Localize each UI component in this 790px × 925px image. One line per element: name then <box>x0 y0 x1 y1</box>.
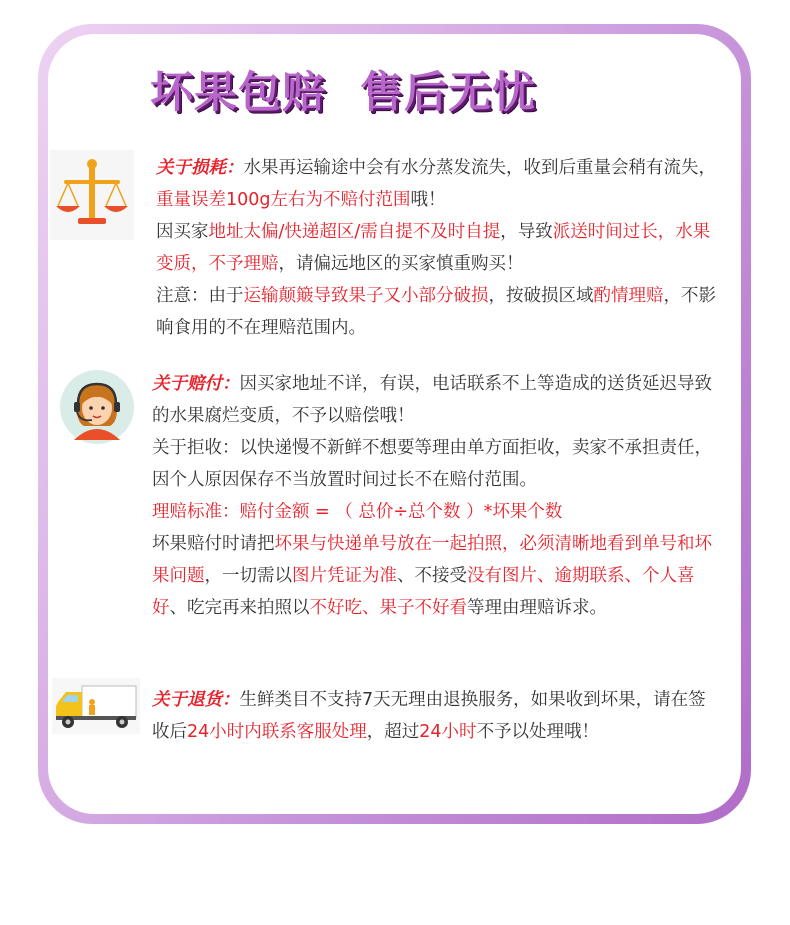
compensation-section <box>152 368 717 624</box>
loss-text: ，请偏远地区的买家慎重购买！ <box>278 254 524 274</box>
title-part-1: 坏果包赔 <box>150 67 326 118</box>
returns-text: 生鲜类目不支持7天无理由退换服务，如果收到坏果，请在签收后 <box>152 690 706 742</box>
compensation-text: 、吃完再来拍照以 <box>169 598 310 618</box>
loss-paragraph-2 <box>156 216 716 280</box>
compensation-formula: 理赔标准：赔付金额 = （ 总价÷总个数 ）*坏果个数 <box>152 502 563 522</box>
returns-section <box>152 684 717 748</box>
loss-paragraph-3 <box>156 280 716 344</box>
loss-text: ，导致 <box>500 222 553 242</box>
compensation-paragraph-4 <box>152 528 717 624</box>
customer-service-agent-icon <box>60 370 134 444</box>
balance-scale-icon <box>50 150 134 240</box>
loss-text: 因买家 <box>156 222 209 242</box>
loss-text: 哦！ <box>410 190 446 210</box>
loss-text: 水果再运输途中会有水分蒸发流失，收到后重量会稍有流失， <box>243 158 716 178</box>
compensation-heading: 关于赔付： <box>152 374 240 394</box>
compensation-highlight: 没有图片、逾期联系、个人喜好 <box>152 566 695 618</box>
title-part-2: 售后无忧 <box>360 67 536 118</box>
returns-paragraph-1 <box>152 684 717 748</box>
loss-section <box>156 152 716 344</box>
compensation-text: 、不接受 <box>397 566 467 586</box>
compensation-text: 坏果赔付时请把 <box>152 534 275 554</box>
returns-highlight: 24小时内联系客服处理 <box>187 722 367 742</box>
returns-heading: 关于退货： <box>152 690 240 710</box>
compensation-highlight: 坏果与快递单号放在一起拍照，必须清晰地看到单号和坏果问题 <box>152 534 712 586</box>
loss-heading: 关于损耗： <box>156 158 244 178</box>
compensation-text: ，一切需以 <box>204 566 292 586</box>
loss-text: ，不影响食用的不在理赔范围内。 <box>156 286 716 338</box>
loss-text: ，按破损区域 <box>488 286 594 306</box>
compensation-paragraph-2: 关于拒收：以快递慢不新鲜不想要等理由单方面拒收，卖家不承担责任，因个人原因保存不当放置时间过长不在赔付范围。 <box>152 438 712 490</box>
compensation-text: 因买家地址不详，有误，电话联系不上等造成的送货延迟导致的水果腐烂变质，不予以赔偿哦！ <box>152 374 712 426</box>
returns-text: ，超过 <box>366 722 420 742</box>
returns-text: 不予以处理哦！ <box>476 722 600 742</box>
compensation-text: 等理由理赔诉求。 <box>467 598 607 618</box>
loss-highlight: 地址太偏/快递超区/需自提不及时自提 <box>208 222 501 242</box>
loss-highlight: 运输颠簸导致果子又小部分破损 <box>243 286 489 306</box>
loss-highlight: 酌情理赔 <box>593 286 664 306</box>
loss-text: 注意：由于 <box>156 286 244 306</box>
loss-highlight: 重量误差100g左右为不赔付范围 <box>156 190 411 210</box>
compensation-highlight: 不好吃、果子不好看 <box>309 598 467 618</box>
loss-paragraph-1 <box>156 152 716 216</box>
compensation-paragraph-1 <box>152 368 717 432</box>
page-title <box>150 58 650 120</box>
returns-highlight: 24小时 <box>419 722 477 742</box>
compensation-highlight: 图片凭证为准 <box>292 566 397 586</box>
delivery-truck-icon <box>52 678 140 734</box>
loss-highlight: 派送时间过长，水果变质，不予理赔 <box>156 222 711 274</box>
